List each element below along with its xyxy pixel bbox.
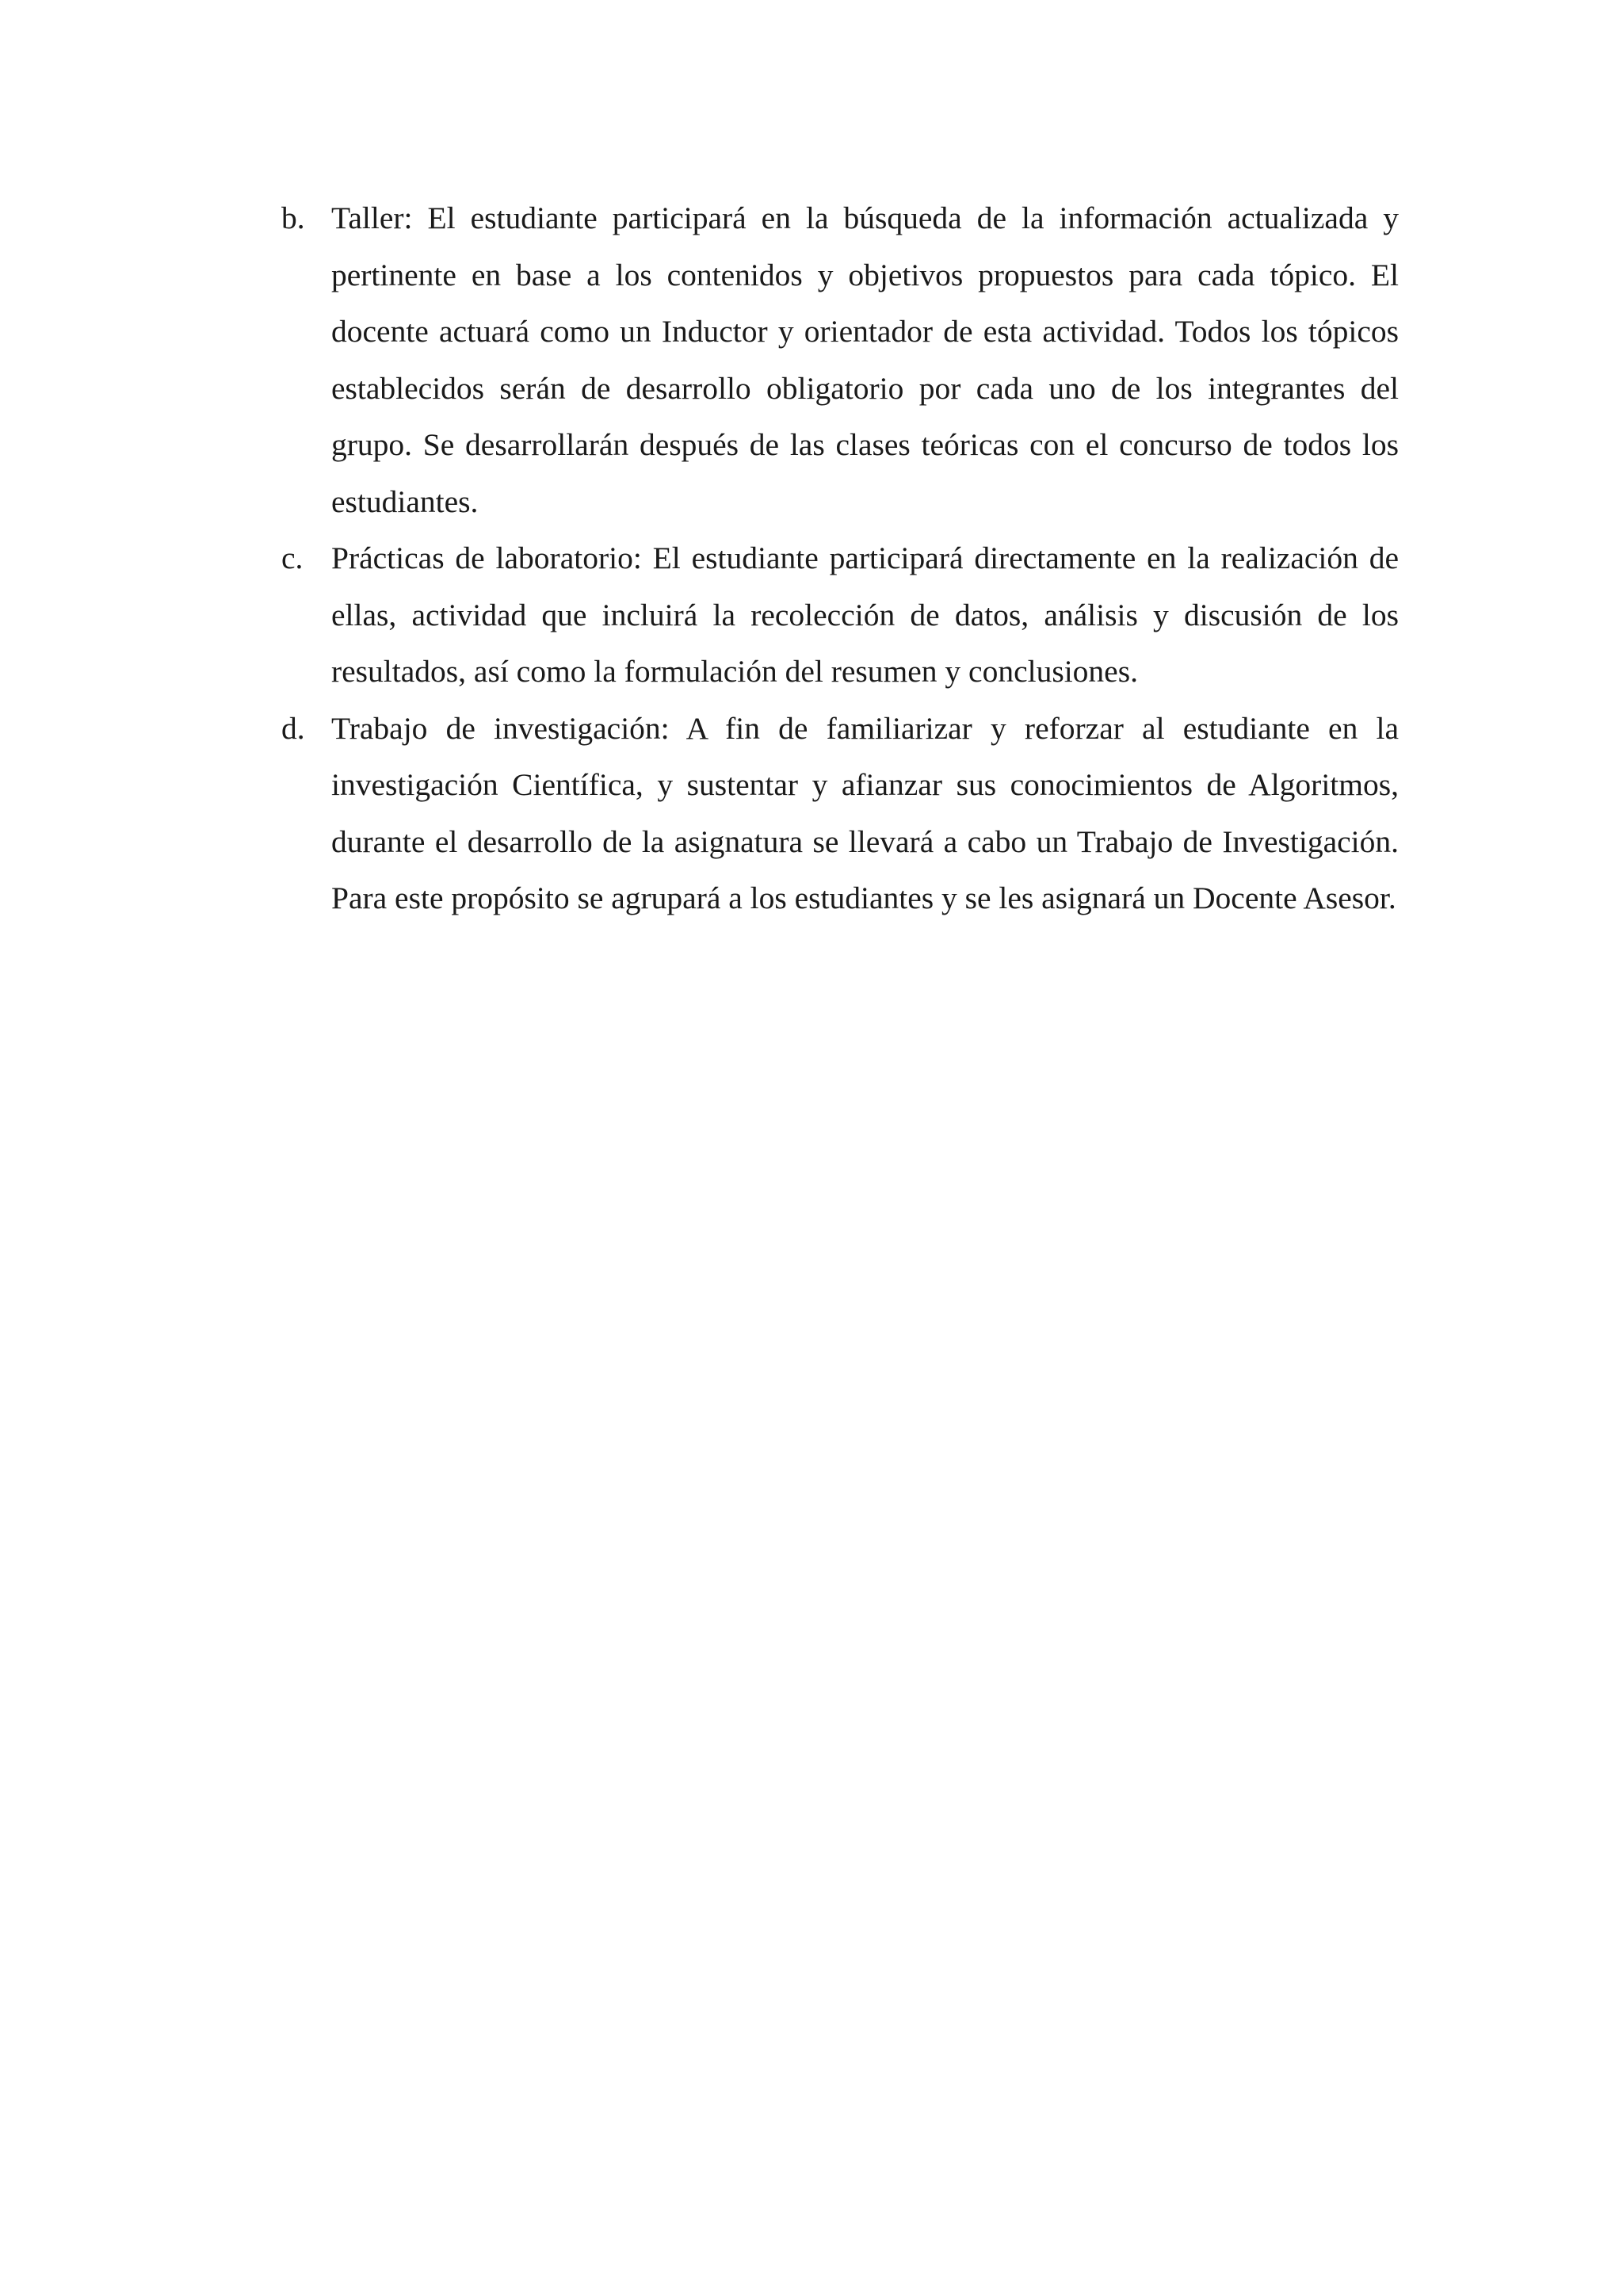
list-item-text: Trabajo de investigación: A fin de familiarizar y reforzar al estudiante en la investigación Científica, y sustentar y afianzar sus conocimientos de Algoritmos, durante el desarrollo de la asignatura se llevará a cabo un Trabajo de Investigación. Para este propósito se agrupará a los estudiantes y se les asignará un Docente Asesor. (331, 710, 1399, 915)
list-item-text: Taller: El estudiante participará en la búsqueda de la información actualizada y pertinente en base a los contenidos y objetivos propuestos para cada tópico. El docente actuará como un Inductor y orientador de esta actividad. Todos los tópicos establecidos serán de desarrollo obligatorio por cada uno de los integrantes del grupo. Se desarrollarán después de las clases teóricas con el concurso de todos los estudiantes. (331, 201, 1399, 519)
list-item-text: Prácticas de laboratorio: El estudiante participará directamente en la realización de ellas, actividad que incluirá la recolección de datos, análisis y discusión de los resultados, así como la formulación del resumen y conclusiones. (331, 541, 1399, 689)
methodology-list (281, 190, 1399, 927)
list-item-practicas-laboratorio (281, 530, 1399, 701)
list-marker: c. (281, 541, 304, 575)
list-item-trabajo-investigacion (281, 701, 1399, 927)
list-marker: d. (281, 710, 305, 746)
list-marker: b. (281, 201, 305, 235)
list-item-taller (281, 190, 1399, 530)
